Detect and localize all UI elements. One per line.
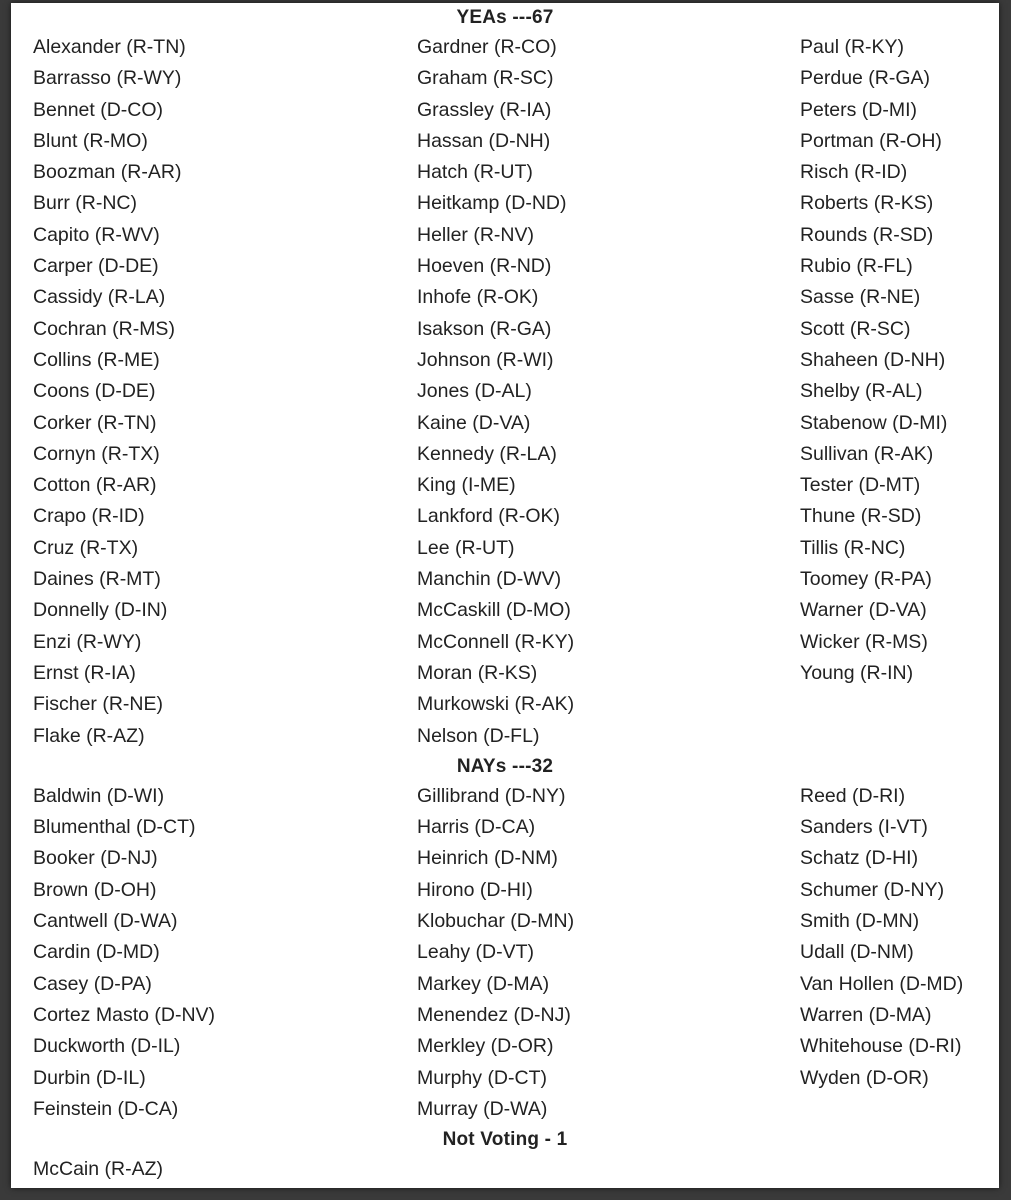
senator-entry: Crapo (R-ID) (33, 505, 145, 528)
senator-entry: Shaheen (D-NH) (800, 348, 946, 371)
senator-entry: Portman (R-OH) (800, 129, 942, 152)
senator-entry: Hassan (D-NH) (417, 129, 551, 152)
not-voting-section (11, 1125, 999, 1185)
senator-entry: Feinstein (D-CA) (33, 1097, 179, 1120)
senator-entry: Lankford (R-OK) (417, 505, 561, 528)
senator-entry: Boozman (R-AR) (33, 161, 182, 184)
yeas-column-3 (800, 32, 999, 752)
senator-entry: Inhofe (R-OK) (417, 286, 539, 309)
senator-entry: Graham (R-SC) (417, 67, 554, 90)
senator-entry: Flake (R-AZ) (33, 724, 145, 747)
senator-entry: Moran (R-KS) (417, 661, 538, 684)
senator-entry: Rubio (R-FL) (800, 255, 913, 278)
senator-entry: Cardin (D-MD) (33, 941, 160, 964)
senator-entry: Whitehouse (D-RI) (800, 1035, 962, 1058)
senator-entry: Warner (D-VA) (800, 599, 927, 622)
senator-entry: Johnson (R-WI) (417, 348, 554, 371)
senator-entry: Hatch (R-UT) (417, 161, 533, 184)
senator-entry: Cantwell (D-WA) (33, 910, 178, 933)
senator-entry: Kaine (D-VA) (417, 411, 531, 434)
senator-entry: Cassidy (R-LA) (33, 286, 166, 309)
senator-entry: Heitkamp (D-ND) (417, 192, 567, 215)
senator-entry: Ernst (R-IA) (33, 661, 136, 684)
senator-entry: Smith (D-MN) (800, 910, 920, 933)
senator-entry: Wicker (R-MS) (800, 630, 928, 653)
senator-entry: Kennedy (R-LA) (417, 442, 557, 465)
senator-entry: Cotton (R-AR) (33, 474, 157, 497)
senator-entry: McConnell (R-KY) (417, 630, 575, 653)
nays-section (11, 752, 999, 1125)
senator-entry: Alexander (R-TN) (33, 36, 186, 58)
senator-entry: Durbin (D-IL) (33, 1066, 146, 1089)
senator-entry: Brown (D-OH) (33, 878, 157, 901)
senator-entry: Gardner (R-CO) (417, 36, 557, 58)
not-voting-header: Not Voting - 1 (442, 1129, 568, 1151)
senator-entry: Merkley (D-OR) (417, 1035, 554, 1058)
senator-entry: Hirono (D-HI) (417, 878, 533, 901)
senator-entry: Thune (R-SD) (800, 505, 922, 528)
senator-entry: Donnelly (D-IN) (33, 599, 168, 622)
senator-entry: Cruz (R-TX) (33, 536, 139, 559)
yeas-column-2 (417, 32, 800, 752)
senator-entry: Peters (D-MI) (800, 98, 917, 121)
senator-entry: Roberts (R-KS) (800, 192, 934, 215)
senator-entry: McCain (R-AZ) (33, 1158, 163, 1181)
senator-entry: Klobuchar (D-MN) (417, 910, 575, 933)
senator-entry: Sasse (R-NE) (800, 286, 921, 309)
senator-entry: Paul (R-KY) (800, 36, 905, 58)
senator-entry: Casey (D-PA) (33, 972, 152, 995)
senator-entry: Cortez Masto (D-NV) (33, 1003, 216, 1026)
senator-entry: Corker (R-TN) (33, 411, 157, 434)
senator-entry: Toomey (R-PA) (800, 568, 932, 591)
senator-entry: King (I-ME) (417, 474, 516, 497)
senator-entry: Jones (D-AL) (417, 380, 532, 403)
senator-entry: Sullivan (R-AK) (800, 442, 934, 465)
senator-entry: Heller (R-NV) (417, 223, 534, 246)
senator-entry: Shelby (R-AL) (800, 380, 923, 403)
senator-entry: Scott (R-SC) (800, 317, 911, 340)
senator-entry: Manchin (D-WV) (417, 568, 562, 591)
senator-entry: Murray (D-WA) (417, 1097, 548, 1120)
senator-entry: Daines (R-MT) (33, 568, 161, 591)
senator-entry: Sanders (I-VT) (800, 816, 928, 839)
senator-entry: Lee (R-UT) (417, 536, 515, 559)
senator-entry: Markey (D-MA) (417, 972, 550, 995)
senator-entry: Wyden (D-OR) (800, 1066, 929, 1089)
senator-entry: Van Hollen (D-MD) (800, 972, 964, 995)
senator-entry: Rounds (R-SD) (800, 223, 934, 246)
not-voting-column-3 (800, 1154, 999, 1185)
senator-entry: Collins (R-ME) (33, 348, 160, 371)
nays-column-3 (800, 781, 999, 1125)
senator-entry: Isakson (R-GA) (417, 317, 552, 340)
nays-column-1 (33, 781, 417, 1125)
senator-entry: Schatz (D-HI) (800, 847, 919, 870)
senator-entry: Warren (D-MA) (800, 1003, 932, 1026)
senator-entry: Hoeven (R-ND) (417, 255, 552, 278)
senator-entry: Booker (D-NJ) (33, 847, 158, 870)
senator-entry: Murphy (D-CT) (417, 1066, 547, 1089)
senator-entry: McCaskill (D-MO) (417, 599, 571, 622)
senator-entry: Menendez (D-NJ) (417, 1003, 571, 1026)
senator-entry: Coons (D-DE) (33, 380, 156, 403)
senator-entry: Baldwin (D-WI) (33, 784, 165, 807)
senator-entry: Stabenow (D-MI) (800, 411, 948, 434)
yeas-section (11, 3, 999, 752)
senator-entry: Tillis (R-NC) (800, 536, 906, 559)
senator-entry: Nelson (D-FL) (417, 724, 540, 747)
senator-entry: Burr (R-NC) (33, 192, 137, 215)
senator-entry: Bennet (D-CO) (33, 98, 164, 121)
senator-entry: Cornyn (R-TX) (33, 442, 160, 465)
senator-entry: Carper (D-DE) (33, 255, 159, 278)
nays-column-2 (417, 781, 800, 1125)
yeas-column-1 (33, 32, 417, 752)
yeas-header: YEAs ---67 (456, 7, 554, 28)
senator-entry: Blumenthal (D-CT) (33, 816, 196, 839)
senator-entry: Reed (D-RI) (800, 784, 906, 807)
senator-entry: Barrasso (R-WY) (33, 67, 182, 90)
senator-entry: Schumer (D-NY) (800, 878, 945, 901)
nays-columns (11, 781, 999, 1125)
senator-entry: Blunt (R-MO) (33, 129, 148, 152)
not-voting-column-2 (417, 1154, 800, 1185)
senator-entry: Leahy (D-VT) (417, 941, 535, 964)
senator-entry: Grassley (R-IA) (417, 98, 552, 121)
senator-entry: Harris (D-CA) (417, 816, 536, 839)
senator-entry: Fischer (R-NE) (33, 693, 163, 716)
senator-entry: Heinrich (D-NM) (417, 847, 558, 870)
senator-entry: Udall (D-NM) (800, 941, 914, 964)
not-voting-columns (11, 1154, 999, 1185)
senator-entry: Risch (R-ID) (800, 161, 908, 184)
senator-entry: Duckworth (D-IL) (33, 1035, 181, 1058)
senator-entry: Enzi (R-WY) (33, 630, 142, 653)
senator-entry: Capito (R-WV) (33, 223, 160, 246)
senator-entry: Young (R-IN) (800, 661, 914, 684)
not-voting-column-1 (33, 1154, 417, 1185)
nays-header: NAYs ---32 (456, 755, 554, 777)
yeas-columns (11, 32, 999, 752)
senator-entry: Cochran (R-MS) (33, 317, 175, 340)
senator-entry: Perdue (R-GA) (800, 67, 931, 90)
senator-entry: Murkowski (R-AK) (417, 693, 575, 716)
senator-entry: Gillibrand (D-NY) (417, 784, 566, 807)
vote-roll-page (11, 3, 999, 1188)
senator-entry: Tester (D-MT) (800, 474, 921, 497)
